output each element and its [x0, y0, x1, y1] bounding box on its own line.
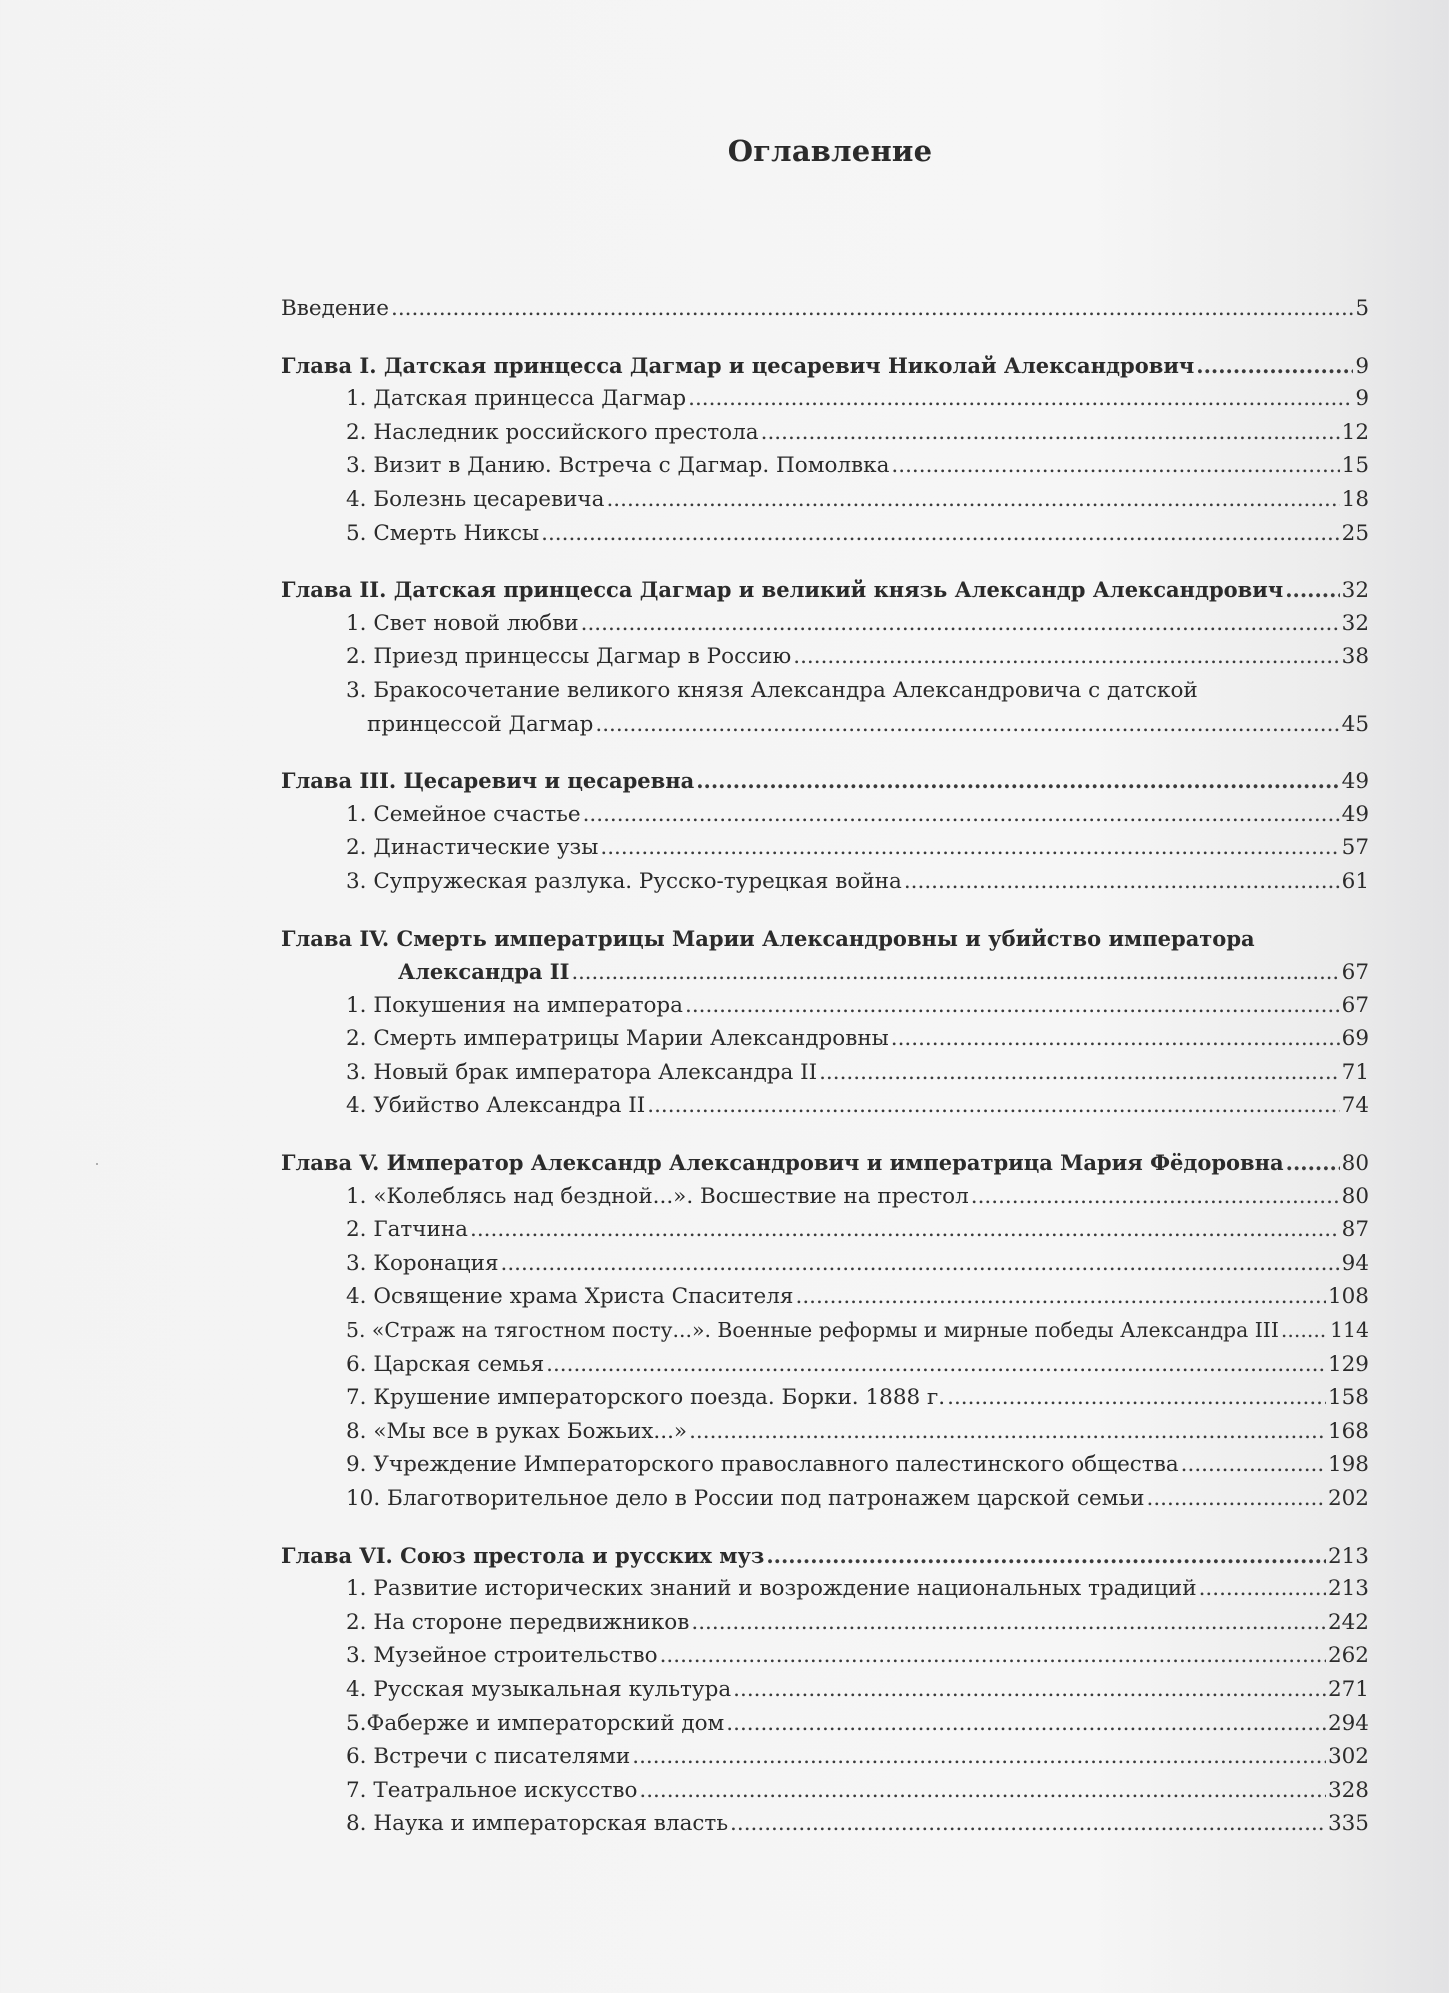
toc-section[interactable] [281, 1022, 1369, 1056]
toc-section[interactable] [281, 1707, 1369, 1741]
dot-leader [600, 831, 1339, 865]
dot-leader [696, 764, 1339, 798]
dot-leader [733, 1673, 1326, 1707]
table-of-contents [281, 292, 1369, 1841]
section-title: 4. Болезнь цесаревича [346, 486, 605, 512]
section-title: 1. Семейное счастье [346, 801, 581, 827]
toc-page-number: 67 [1341, 992, 1369, 1018]
toc-section[interactable] [281, 382, 1369, 416]
section-title: 1. Развитие исторических знаний и возрождение национальных традиций [346, 1576, 1197, 1602]
section-title: 2. Династические узы [346, 835, 599, 861]
dot-leader [766, 1539, 1326, 1573]
toc-section[interactable] [281, 1247, 1369, 1281]
toc-page-number: 94 [1341, 1250, 1369, 1276]
toc-section-line2[interactable] [281, 708, 1369, 742]
dot-leader [546, 1348, 1326, 1382]
chapter-title: Глава II. Датская принцесса Дагмар и великий князь Александр Александрович [281, 577, 1284, 603]
dot-leader [595, 708, 1339, 742]
toc-chapter-1[interactable] [281, 349, 1369, 383]
section-title: 5. «Страж на тягостном посту...». Военные реформы и мирные победы Александра III [346, 1318, 1279, 1343]
dot-leader [691, 1606, 1326, 1640]
toc-section[interactable] [281, 1280, 1369, 1314]
toc-page-number: 49 [1341, 801, 1369, 827]
toc-chapter-4-line2[interactable] [281, 955, 1369, 989]
dot-leader [1286, 1146, 1340, 1180]
section-title: 4. Русская музыкальная культура [346, 1676, 732, 1702]
toc-page-number: 45 [1341, 711, 1369, 737]
toc-section[interactable] [281, 1213, 1369, 1247]
toc-page-number: 80 [1341, 1183, 1369, 1209]
section-title: 2. Смерть императрицы Марии Александровны [346, 1026, 889, 1052]
toc-page-number: 87 [1341, 1217, 1369, 1243]
toc-page-number: 9 [1355, 386, 1369, 412]
dot-leader [685, 989, 1340, 1023]
toc-section-line1[interactable] [281, 674, 1369, 708]
toc-section[interactable] [281, 607, 1369, 641]
section-title: 2. Приезд принцессы Дагмар в Россию [346, 644, 792, 670]
toc-section[interactable] [281, 1314, 1369, 1348]
toc-section[interactable] [281, 449, 1369, 483]
section-title: 2. Наследник российского престола [346, 419, 759, 445]
toc-page-number: 198 [1327, 1452, 1369, 1478]
toc-section[interactable] [281, 1381, 1369, 1415]
dot-leader [606, 483, 1339, 517]
toc-page-number: 213 [1327, 1543, 1369, 1569]
toc-page-number: 108 [1327, 1284, 1369, 1310]
section-title: 7. Театральное искусство [346, 1777, 638, 1803]
section-title: 10. Благотворительное дело в России под патронажем царской семьи [346, 1486, 1145, 1511]
toc-page-number: 71 [1341, 1059, 1369, 1085]
toc-page-number: 294 [1327, 1710, 1369, 1736]
toc-page-number: 15 [1341, 453, 1369, 479]
toc-page-number: 114 [1330, 1318, 1369, 1343]
toc-page-number: 49 [1341, 769, 1369, 795]
section-title: 3. Новый брак императора Александра II [346, 1059, 818, 1085]
toc-section[interactable] [281, 1348, 1369, 1382]
dot-leader [660, 1639, 1326, 1673]
section-title: 5.Фаберже и императорский дом [346, 1710, 725, 1736]
section-title: 4. Освящение храма Христа Спасителя [346, 1284, 794, 1310]
toc-page-number: 5 [1355, 296, 1369, 321]
section-title: 8. «Мы все в руках Божьих...» [346, 1418, 688, 1444]
toc-page-number: 57 [1341, 835, 1369, 861]
section-title: 3. Визит в Данию. Встреча с Дагмар. Помолвка [346, 453, 890, 479]
dot-leader [1285, 573, 1339, 607]
toc-section[interactable] [281, 1639, 1369, 1673]
dot-leader [647, 1089, 1339, 1123]
toc-page-number: 328 [1327, 1777, 1369, 1803]
section-title: 3. Супружеская разлука. Русско-турецкая война [346, 868, 902, 894]
toc-section[interactable] [281, 1448, 1369, 1482]
section-title: 8. Наука и императорская власть [346, 1811, 729, 1837]
toc-page-number: 32 [1341, 578, 1369, 604]
toc-page-number: 61 [1341, 868, 1369, 894]
toc-page-number: 80 [1341, 1151, 1369, 1177]
toc-page-number: 335 [1327, 1811, 1369, 1837]
dot-leader [639, 1774, 1326, 1808]
toc-page-number: 12 [1341, 419, 1369, 445]
toc-section[interactable] [281, 1415, 1369, 1449]
page-title: Оглавление [727, 134, 933, 168]
dot-leader [796, 1280, 1326, 1314]
toc-section[interactable] [281, 831, 1369, 865]
section-title: 6. Царская семья [346, 1351, 545, 1377]
toc-page-number: 67 [1341, 960, 1369, 986]
dot-leader [891, 1022, 1340, 1056]
dot-leader [571, 956, 1339, 990]
chapter-title-continued: Александра II [398, 959, 570, 985]
dot-leader [632, 1740, 1326, 1774]
dot-leader [688, 382, 1353, 416]
dot-leader [501, 1247, 1340, 1281]
toc-section[interactable] [281, 1807, 1369, 1841]
toc-section[interactable] [281, 1606, 1369, 1640]
toc-section[interactable] [281, 1180, 1369, 1214]
toc-page-number: 25 [1341, 520, 1369, 546]
toc-page-number: 213 [1327, 1576, 1369, 1602]
section-title-continued: принцессой Дагмар [367, 711, 594, 737]
toc-section[interactable] [281, 798, 1369, 832]
toc-section[interactable] [281, 517, 1369, 551]
dot-leader [391, 292, 1353, 326]
dot-leader [904, 865, 1340, 899]
toc-section[interactable] [281, 1740, 1369, 1774]
section-title: 6. Встречи с писателями [346, 1744, 631, 1770]
toc-section[interactable] [281, 1774, 1369, 1808]
section-title: 2. Гатчина [346, 1217, 468, 1243]
section-title: 1. «Колеблясь над бездной...». Восшествие на престол [346, 1183, 969, 1209]
dot-leader [689, 1415, 1326, 1449]
toc-section[interactable] [281, 483, 1369, 517]
dot-leader [541, 517, 1340, 551]
dot-leader [891, 449, 1339, 483]
section-title: 3. Бракосочетание великого князя Александра Александровича с датской [346, 677, 1198, 703]
chapter-title: Глава III. Цесаревич и цесаревна [281, 768, 695, 794]
dot-leader [1281, 1314, 1328, 1348]
section-title: 2. На стороне передвижников [346, 1609, 690, 1635]
toc-page-number: 18 [1341, 486, 1369, 512]
toc-chapter-5[interactable] [281, 1146, 1369, 1180]
toc-section[interactable] [281, 1572, 1369, 1606]
chapter-title: Глава VI. Союз престола и русских муз [281, 1542, 765, 1568]
toc-section[interactable] [281, 1482, 1369, 1516]
dot-leader [726, 1707, 1326, 1741]
chapter-title: Глава V. Император Александр Александрович и императрица Мария Фёдоровна [281, 1150, 1284, 1176]
toc-page-number: 262 [1327, 1643, 1369, 1669]
toc-chapter-6[interactable] [281, 1539, 1369, 1573]
toc-page-number: 74 [1341, 1093, 1369, 1119]
toc-page-number: 158 [1327, 1385, 1369, 1411]
section-title: 5. Смерть Никсы [346, 520, 540, 546]
dot-leader [1181, 1448, 1326, 1482]
toc-page-number: 32 [1341, 610, 1369, 636]
dot-leader [583, 798, 1340, 832]
section-title: 4. Убийство Александра II [346, 1093, 646, 1119]
toc-page-number: 242 [1327, 1609, 1369, 1635]
toc-section[interactable] [281, 1056, 1369, 1090]
toc-entry-intro[interactable] [281, 292, 1369, 326]
dot-leader [793, 640, 1339, 674]
section-title: 9. Учреждение Императорского православного палестинского общества [346, 1452, 1179, 1478]
chapter-title: Глава I. Датская принцесса Дагмар и цесаревич Николай Александрович [281, 352, 1195, 378]
toc-chapter-3[interactable] [281, 764, 1369, 798]
toc-section[interactable] [281, 865, 1369, 899]
section-title: 7. Крушение императорского поезда. Борки. 1888 г. [346, 1385, 946, 1411]
section-title: 1. Покушения на императора [346, 992, 683, 1018]
dot-leader [1196, 349, 1353, 383]
section-title: 3. Музейное строительство [346, 1643, 658, 1669]
chapter-title: Глава IV. Смерть императрицы Марии Александровны и убийство императора [281, 925, 1255, 951]
section-title: 3. Коронация [346, 1250, 499, 1276]
toc-page-number: 38 [1341, 644, 1369, 670]
dot-leader [819, 1056, 1340, 1090]
toc-section[interactable] [281, 640, 1369, 674]
toc-chapter-4-line1[interactable] [281, 922, 1369, 956]
toc-section[interactable] [281, 1673, 1369, 1707]
dot-leader [1199, 1572, 1326, 1606]
toc-page-number: 302 [1327, 1744, 1369, 1770]
toc-page-number: 271 [1327, 1676, 1369, 1702]
dot-leader [470, 1213, 1340, 1247]
toc-entry-label: Введение [281, 296, 389, 321]
dot-leader [1147, 1482, 1326, 1516]
section-title: 1. Свет новой любви [346, 610, 579, 636]
toc-section[interactable] [281, 989, 1369, 1023]
toc-page-number: 168 [1327, 1418, 1369, 1444]
toc-section[interactable] [281, 1089, 1369, 1123]
dot-leader [730, 1807, 1326, 1841]
dot-leader [761, 416, 1340, 450]
toc-section[interactable] [281, 416, 1369, 450]
toc-page-number: 129 [1327, 1351, 1369, 1377]
toc-page-number: 202 [1327, 1486, 1369, 1511]
dot-leader [947, 1381, 1326, 1415]
paper-speck [96, 1163, 98, 1165]
toc-page-number: 9 [1355, 353, 1369, 379]
section-title: 1. Датская принцесса Дагмар [346, 386, 687, 412]
dot-leader [971, 1180, 1340, 1214]
toc-page-number: 69 [1341, 1026, 1369, 1052]
dot-leader [581, 607, 1340, 641]
toc-chapter-2[interactable] [281, 573, 1369, 607]
